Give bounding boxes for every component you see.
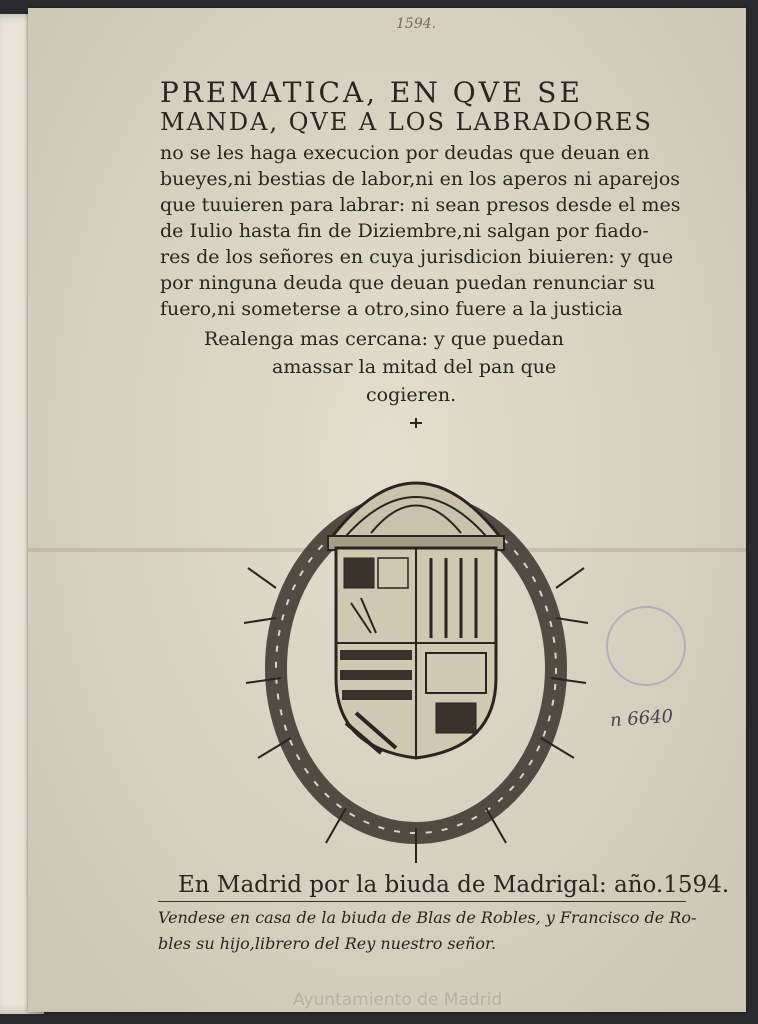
rule-divider (158, 901, 686, 902)
document-page (28, 8, 746, 1012)
body-line: cogieren. (366, 384, 457, 406)
body-line: Realenga mas cercana: y que puedan (204, 328, 564, 350)
title-line-2: MANDA, QVE A LOS LABRADORES (160, 108, 653, 136)
body-line: no se les haga execucion por deudas que deuan en (160, 142, 650, 164)
body-line: res de los señores en cuya jurisdicion biuieren: y que (160, 246, 674, 268)
handwritten-year-annotation: 1594. (396, 16, 437, 32)
body-line: de Iulio hasta fin de Diziembre,ni salgan por fiado- (160, 220, 649, 242)
seller-line-1: Vendese en casa de la biuda de Blas de Robles, y Francisco de Ro- (158, 908, 697, 927)
body-line: por ninguna deuda que deuan puedan renunciar su (160, 272, 655, 294)
body-line: amassar la mitad del pan que (272, 356, 557, 378)
library-stamp (606, 606, 686, 686)
body-line: fuero,ni someterse a otro,sino fuere a la justicia (160, 298, 623, 320)
coat-of-arms-icon (236, 418, 596, 868)
imprint-line: En Madrid por la biuda de Madrigal: año.1594. (178, 872, 730, 898)
seller-line-2: bles su hijo,librero del Rey nuestro señor. (158, 934, 497, 953)
body-line: bueyes,ni bestias de labor,ni en los aperos ni aparejos (160, 168, 681, 190)
body-line: que tuuieren para labrar: ni sean presos desde el mes (160, 194, 681, 216)
shelfmark-annotation: n 6640 (609, 705, 674, 732)
watermark: Ayuntamiento de Madrid (293, 990, 503, 1010)
title-line-1: PREMATICA, EN QVE SE (160, 76, 583, 109)
